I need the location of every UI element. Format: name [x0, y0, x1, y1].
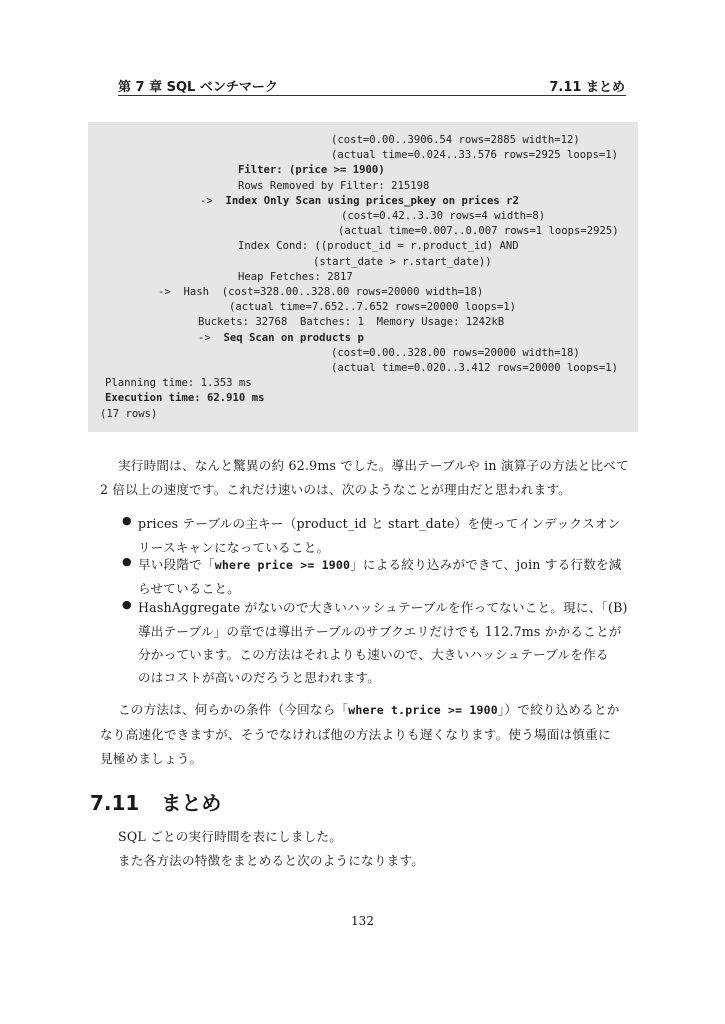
- code-line: [313, 256, 492, 268]
- inline-code: where price >= 1900: [214, 558, 351, 572]
- header-rule: [118, 95, 626, 96]
- bullet-text: prices テーブルの主キー（product_id と start_date）を使ってインデックスオン: [138, 516, 621, 531]
- code-text: Planning time: 1.353 ms: [105, 377, 252, 390]
- bullet-icon: ●: [122, 598, 132, 611]
- section-heading: [90, 787, 221, 816]
- code-line: [198, 332, 364, 344]
- code-line: [338, 225, 619, 237]
- bullet-text: らせていること。: [138, 581, 240, 596]
- page-number: 132: [351, 914, 374, 928]
- bullet-text: のはコストが高いのだろうと思われます。: [138, 670, 381, 685]
- arrow-prefix: ->: [158, 286, 184, 298]
- running-header-chapter: 第 7 章 SQL ベンチマーク: [118, 80, 278, 95]
- code-text: Seq Scan on products p: [223, 331, 364, 344]
- section-number: 7.11: [90, 791, 140, 815]
- bullet-text: リースキャンになっていること。: [138, 540, 330, 555]
- code-text: (cost=0.42..3.30 rows=4 width=8): [341, 210, 546, 222]
- bullet-text: 分かっています。この方法はそれよりも速いので、大きいハッシュテーブルを作る: [138, 647, 609, 662]
- bullet-text: HashAggregate がないので大きいハッシュテーブルを作ってないこと。現に、「(B): [138, 600, 628, 615]
- code-line: [331, 134, 580, 146]
- code-text: (actual time=7.652..7.652 rows=20000 loops=1): [229, 301, 517, 314]
- code-text: Rows Removed by Filter: 215198: [238, 179, 430, 192]
- code-text: (cost=0.00..3906.54 rows=2885 width=12): [331, 134, 580, 146]
- code-line: [331, 362, 618, 374]
- code-line: [200, 195, 519, 207]
- bullet-icon: ●: [122, 555, 132, 568]
- running-header-section: 7.11 まとめ: [549, 80, 625, 95]
- bullet-icon: ●: [122, 514, 132, 527]
- code-text: Buckets: 32768 Batches: 1 Memory Usage: 1242kB: [198, 316, 505, 329]
- code-text: Heap Fetches: 2817: [238, 270, 353, 283]
- text: この方法は、何らかの条件（今回なら「: [118, 702, 349, 717]
- paragraph-line: また各方法の特徴をまとめると次のようになります。: [118, 853, 425, 868]
- code-line: [238, 164, 385, 176]
- code-line: [100, 408, 157, 420]
- code-text: (actual time=0.020..3.412 rows=20000 loops=1): [331, 362, 619, 374]
- paragraph-line: SQL ごとの実行時間を表にしました。: [118, 829, 343, 844]
- code-text: Hash (cost=328.00..328.00 rows=20000 width=18): [183, 286, 484, 298]
- code-line: [105, 392, 264, 404]
- code-text: (actual time=0.024..33.576 rows=2925 loops=1): [331, 149, 619, 162]
- bullet-text: 導出テーブル」の章では導出テーブルのサブクエリだけでも 112.7ms かかることが: [138, 624, 622, 639]
- arrow-prefix: ->: [198, 331, 224, 344]
- paragraph-line: [118, 699, 620, 718]
- text: 」による絞り込みができて、join する行数を減: [350, 557, 622, 572]
- paragraph-line: なり高速化できますが、そうでなければ他の方法よりも遅くなります。使う場面は慎重に: [100, 727, 611, 742]
- text: 」）で絞り込めるとか: [497, 702, 620, 717]
- code-text: Index Cond: ((product_id = r.product_id) AND: [238, 240, 519, 253]
- paragraph-line: 2 倍以上の速度です。これだけ速いのは、次のようなことが理由だと思われます。: [100, 482, 571, 497]
- text: 早い段階で「: [138, 557, 215, 572]
- code-line: [341, 210, 545, 222]
- code-line: [331, 347, 580, 359]
- bullet-text: [138, 554, 622, 573]
- code-text: Execution time: 62.910 ms: [105, 392, 265, 405]
- code-line: [158, 286, 483, 298]
- code-text: Filter: (price >= 1900): [238, 164, 385, 177]
- code-text: (cost=0.00..328.00 rows=20000 width=18): [331, 346, 580, 359]
- code-line: [331, 149, 618, 161]
- paragraph-line: 見極めましょう。: [100, 751, 203, 766]
- code-text: Index Only Scan using prices_pkey on prices r2: [225, 194, 519, 207]
- code-line: [238, 180, 429, 192]
- code-line: [229, 301, 516, 313]
- inline-code: where t.price >= 1900: [348, 703, 498, 717]
- code-line: [238, 240, 519, 252]
- code-text: (17 rows): [100, 407, 158, 420]
- arrow-prefix: ->: [200, 194, 226, 207]
- code-text: (actual time=0.007..0.007 rows=1 loops=2925): [338, 225, 619, 238]
- section-title: まとめ: [161, 791, 222, 815]
- code-line: [238, 271, 353, 283]
- paragraph-line: 実行時間は、なんと驚異の約 62.9ms でした。導出テーブルや in 演算子の方法と比べて: [118, 458, 629, 473]
- code-block: [88, 122, 638, 432]
- code-text: (start_date > r.start_date)): [313, 255, 492, 268]
- code-line: [198, 316, 504, 328]
- code-line: [105, 377, 252, 389]
